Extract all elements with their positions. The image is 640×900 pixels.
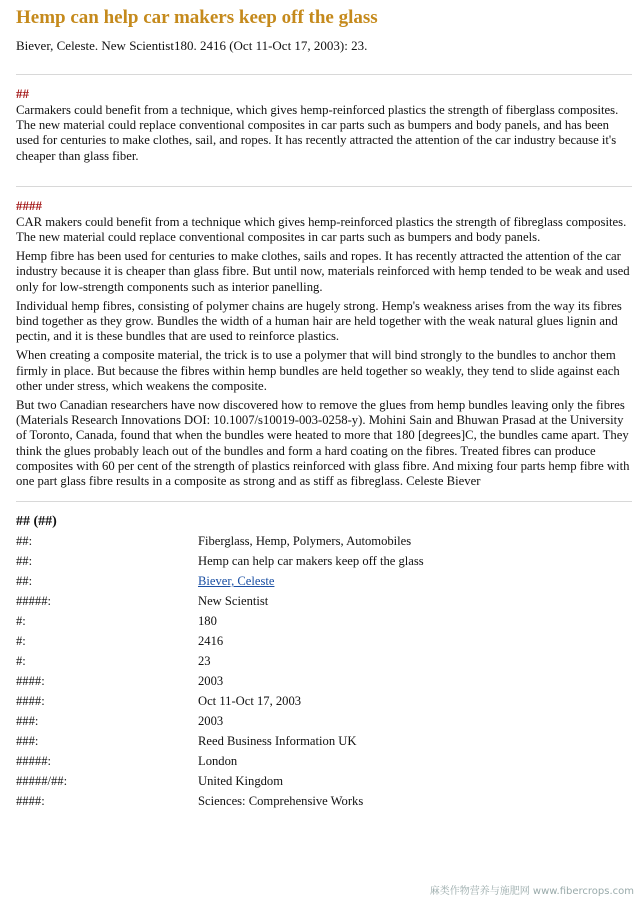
divider [16, 501, 632, 502]
abstract-text: Carmakers could benefit from a technique, which gives hemp-reinforced plastics the strength of fiberglass composites. The new material could replace conventional composites in car parts such as bumpers and body panels, and has been used for centuries to make clothes, sail, and ropes. It has recently attracted the attention of the car industry because it's cheaper than glass fiber. [16, 103, 619, 163]
details-key: ##: [16, 554, 33, 569]
fulltext-paragraph: Individual hemp fibres, consisting of polymer chains are hugely strong. Hemp's weakness arises from the way its fibres bind together as they grow. Bundles the width of a human hair are held together with the weak natural glues lignin and pectin, and it is these bundles that are used to reinforce plastics. [16, 298, 622, 344]
details-row [16, 674, 424, 694]
details-row [16, 794, 424, 814]
details-key: ##: [16, 534, 33, 549]
divider [16, 74, 632, 75]
details-value-cell: Sciences: Comprehensive Works [198, 794, 364, 809]
details-value-cell: New Scientist [198, 594, 269, 609]
fulltext-paragraph: When creating a composite material, the trick is to use a polymer that will bind strongly to the bundles to anchor them firmly in place. But because the fibres within hemp bundles are held together so weakly, they tend to slide against each other under stress, which weakens the composite. [16, 348, 620, 393]
details-heading: ## (##) [16, 514, 57, 530]
details-value-cell: 2416 [198, 634, 224, 649]
abstract-heading: ## [16, 86, 29, 101]
fulltext-heading: #### [16, 197, 42, 213]
details-key: ##: [16, 574, 33, 589]
details-value-cell: London [198, 754, 238, 769]
details-value-cell [198, 574, 424, 594]
details-value-cell: Fiberglass, Hemp, Polymers, Automobiles [198, 534, 412, 549]
article-citation: Biever, Celeste. New Scientist180. 2416 (Oct 11-Oct 17, 2003): 23. [16, 38, 368, 53]
details-value-cell: Oct 11-Oct 17, 2003 [198, 694, 302, 709]
details-row [16, 614, 424, 634]
details-row [16, 574, 424, 594]
fulltext-paragraph: CAR makers could benefit from a technique which gives hemp-reinforced plastics the strength of fibreglass composites. The new material could replace conventional composites in car parts such as bumpers and body panels. [16, 214, 627, 245]
details-key: #: [16, 614, 26, 629]
details-value-cell: 2003 [198, 674, 224, 689]
details-row [16, 654, 424, 674]
details-key: ####: [16, 674, 45, 689]
details-value-cell: Reed Business Information UK [198, 734, 357, 749]
fulltext-paragraph: Hemp fibre has been used for centuries to make clothes, sails and ropes. It has recently attracted the attention of the car industry because it is cheaper than glass fibre. But until now, materials reinforced with hemp tended to be weak and used only for low-strength components such as interior panelling. [16, 249, 630, 294]
fulltext-body [16, 215, 632, 489]
details-key: #####: [16, 754, 51, 769]
details-key: #####/##: [16, 774, 68, 789]
details-table [16, 534, 424, 814]
details-value-cell: 23 [198, 654, 211, 669]
details-value-cell: United Kingdom [198, 774, 284, 789]
details-key: ####: [16, 694, 45, 709]
details-row [16, 634, 424, 654]
author-link[interactable]: Biever, Celeste [198, 574, 275, 589]
watermark: 麻类作物营养与施肥网 www.fibercrops.com [429, 886, 634, 897]
details-key: ###: [16, 714, 39, 729]
details-row [16, 734, 424, 754]
details-key: #: [16, 634, 26, 649]
details-value-cell: 180 [198, 614, 217, 629]
fulltext-paragraph: But two Canadian researchers have now discovered how to remove the glues from hemp bundles leaving only the fibres (Materials Research Innovations DOI: 10.1007/s10019-003-0258-y). Mohini Sain and Bhuwan Prasad at the University of Toronto, Canada, found that when the bundles were heated to more that 180 [degrees]C, the bundles came apart. They think the glues probably leach out of the bundles and form a hard coating on the fibres. Treated fibres can produce composites with 60 per cent of the strength of plastics reinforced with glass fibre. And mixing four parts hemp fibre with one part glass fibre results in a composite as strong and as stiff as fibreglass. Celeste Biever [16, 398, 630, 489]
details-row [16, 714, 424, 734]
details-key: #: [16, 654, 26, 669]
details-key: ###: [16, 734, 39, 749]
details-value-cell: Hemp can help car makers keep off the glass [198, 554, 424, 569]
details-value-cell: 2003 [198, 714, 224, 729]
details-row [16, 554, 424, 574]
details-row [16, 774, 424, 794]
details-key: #####: [16, 594, 51, 609]
details-row [16, 754, 424, 774]
details-key: ####: [16, 794, 45, 809]
details-row [16, 534, 424, 554]
details-row [16, 694, 424, 714]
article-title: Hemp can help car makers keep off the glass [16, 7, 378, 28]
details-row [16, 594, 424, 614]
divider [16, 186, 632, 187]
